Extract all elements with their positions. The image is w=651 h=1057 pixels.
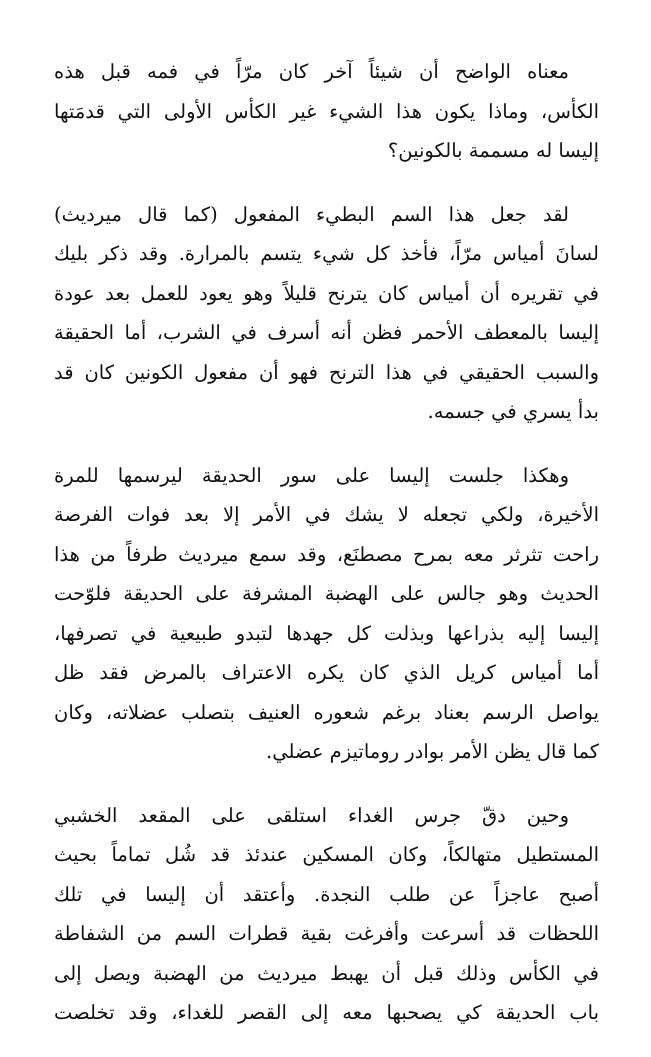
text-line: المستطيل متهالكاً، وكان المسكين عندئذ قد شُل تماماً بحيث (54, 843, 599, 866)
text-line: والسبب الحقيقي في هذا الترنح فهو أن مفعول الكونين كان قد (54, 360, 599, 384)
text-line: يواصل الرسم بعناد برغم شعوره العنيف بتصلب عضلاته، وكان (54, 700, 599, 724)
text-line: إليسا بالمعطف الأحمر فظن أنه أسرف في الشرب، أما الحقيقة (54, 321, 599, 344)
text-line: معناه الواضح أن شيئاً آخر كان مرّاً في فمه قبل هذه (54, 60, 569, 83)
text-line: وحين دقّ جرس الغداء استلقى على المقعد الخشبي (54, 803, 569, 827)
text-line: راحت تثرثر معه بمرح مصطنَع، وقد سمع ميرديث طرفاً من هذا (54, 542, 599, 566)
text-line: الحديث وهو جالس على الهضبة المشرفة على الحديقة فلوّحت (54, 582, 599, 605)
text-line: وهكذا جلست إليسا على سور الحديقة ليرسمها للمرة (54, 463, 569, 487)
text-line: لقد جعل هذا السم البطيء المفعول (كما قال ميرديث) (54, 202, 569, 226)
text-line: باب الحديقة كي يصحبها معه إلى القصر للغداء، وقد تخلصت (54, 1001, 599, 1024)
text-line: بدأ يسري في جسمه. (427, 400, 599, 423)
text-line: الأخيرة، ولكي تجعله لا يشك في الأمر إلا بعد فوات الفرصة (54, 503, 599, 526)
text-line: لسانَ أمياس مرّاً، فأخذ كل شيء يتسم بالمرارة. وقد ذكر بليك (54, 242, 599, 265)
paragraph-2 (54, 195, 599, 432)
text-line: الكأس، وماذا يكون هذا الشيء غير الكأس الأولى التي قدمَتها (54, 99, 599, 123)
text-line: كما قال يظن الأمر بوادر روماتيزم عضلي. (266, 740, 599, 763)
book-page (54, 52, 599, 1057)
text-line: أما أمياس كريل الذي كان يكره الاعتراف بالمرض فقد ظل (54, 661, 599, 684)
text-line: في الكأس وذلك قبل أن يهبط ميرديث من الهضبة ويصل إلى (54, 961, 599, 985)
text-line: إليسا إليه بذراعها وبذلت كل جهدها لتبدو طبيعية في تصرفها، (54, 621, 599, 645)
text-line: أصبح عاجزاً عن طلب النجدة. وأعتقد أن إليسا في تلك (54, 882, 599, 906)
text-line: إليسا له مسممة بالكونين؟ (387, 139, 599, 162)
paragraph-3 (54, 456, 599, 772)
paragraph-1 (54, 52, 599, 171)
text-line: اللحظات قد أسرعت وأفرغت بقية قطرات السم من الشفاطة (54, 922, 599, 945)
text-line: في تقريره أن أمياس كان يترنح قليلاً وهو يعود للعمل بعد عودة (54, 281, 599, 305)
paragraph-4 (54, 796, 599, 1033)
